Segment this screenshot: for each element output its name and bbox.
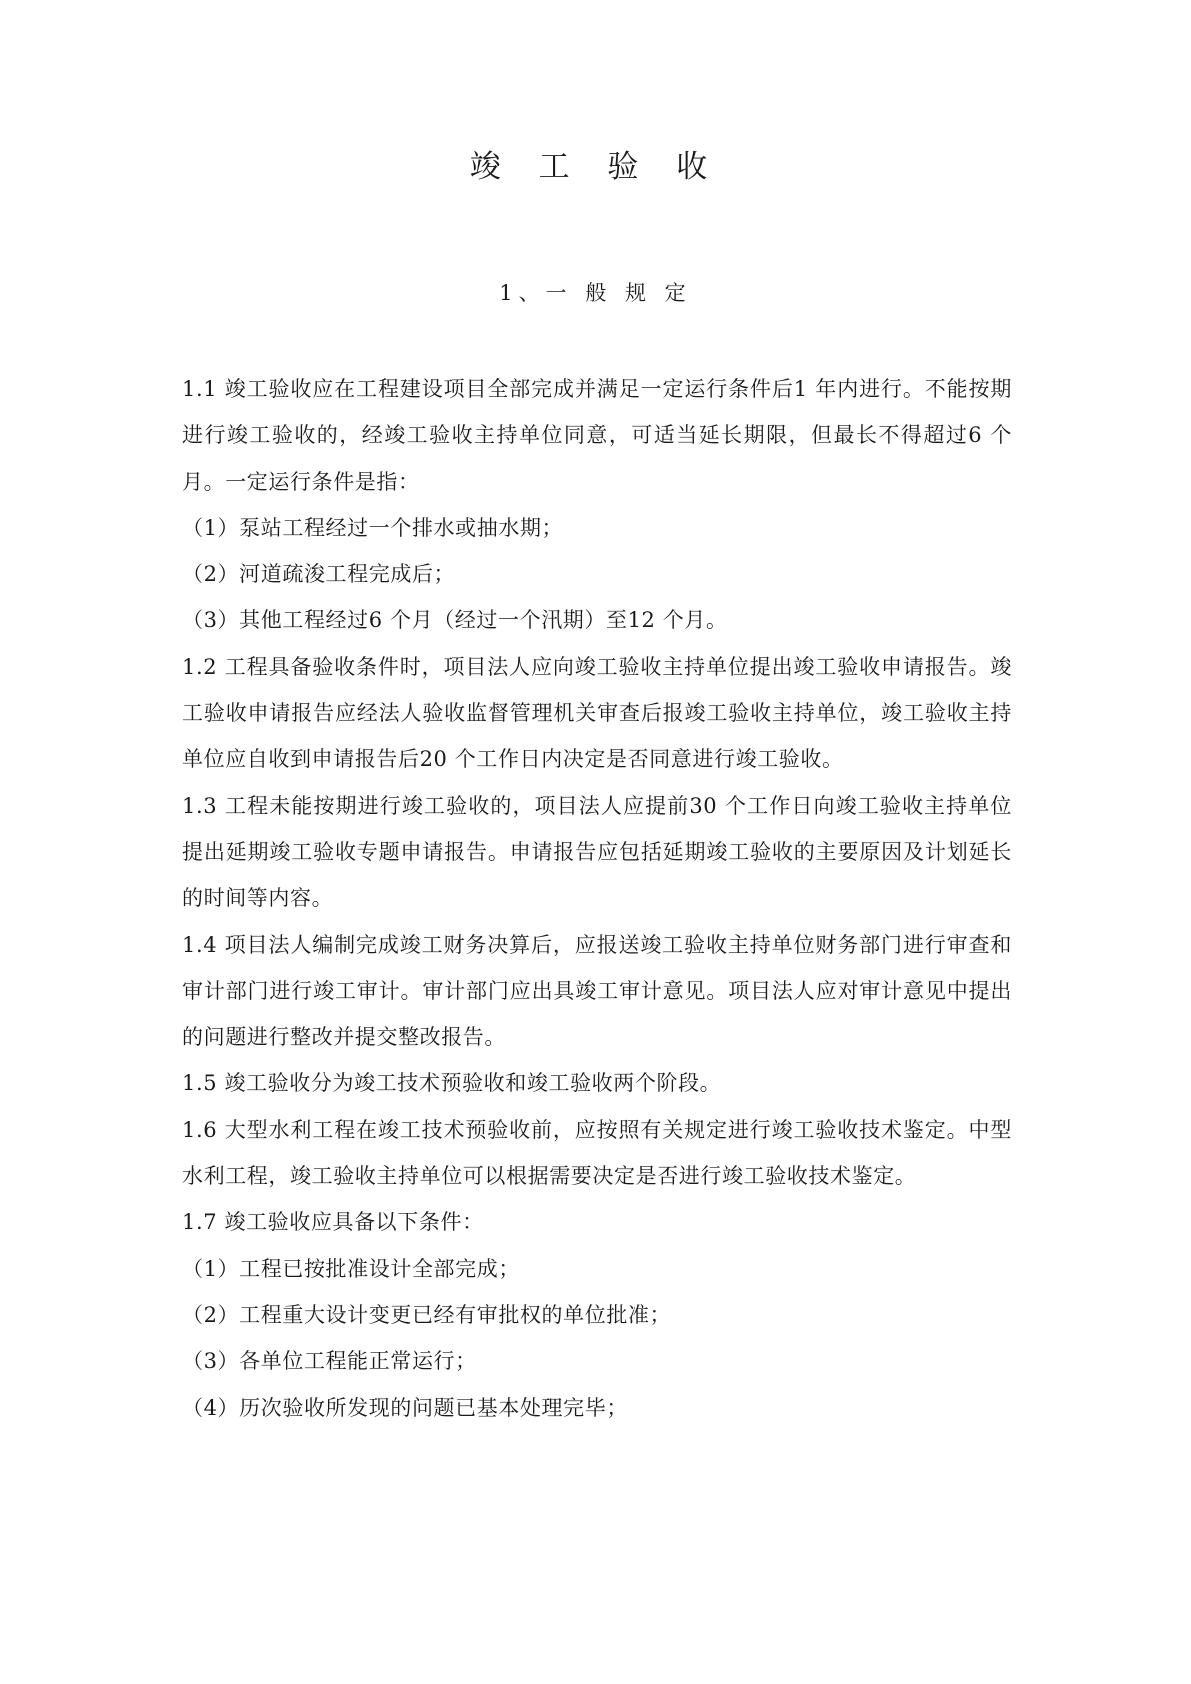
section-heading: 1、一 般 规 定 [499, 281, 692, 305]
document-body [182, 366, 1012, 1431]
list-item: （2）工程重大设计变更已经有审批权的单位批准； [182, 1302, 672, 1327]
paragraph-1-2: 1.2 工程具备验收条件时，项目法人应向竣工验收主持单位提出竣工验收申请报告。竣工验收申请报告应经法人验收监督管理机关审查后报竣工验收主持单位，竣工验收主持单位应自收到申请报告后20 个工作日内决定是否同意进行竣工验收。 [182, 654, 1012, 772]
list-item: （3）其他工程经过6 个月（经过一个汛期）至12 个月。 [182, 608, 728, 633]
paragraph-1-6: 1.6 大型水利工程在竣工技术预验收前，应按照有关规定进行竣工验收技术鉴定。中型水利工程，竣工验收主持单位可以根据需要决定是否进行竣工验收技术鉴定。 [182, 1117, 1012, 1189]
list-item: （3）各单位工程能正常运行； [182, 1349, 477, 1374]
list-item: （1）泵站工程经过一个排水或抽水期； [182, 515, 564, 540]
paragraph-1-1: 1.1 竣工验收应在工程建设项目全部完成并满足一定运行条件后1 年内进行。不能按期进行竣工验收的，经竣工验收主持单位同意，可适当延长期限，但最长不得超过6 个月。一定运行条件是指： [182, 377, 1012, 494]
paragraph-1-7: 1.7 竣工验收应具备以下条件： [182, 1210, 484, 1235]
paragraph-1-5: 1.5 竣工验收分为竣工技术预验收和竣工验收两个阶段。 [182, 1071, 722, 1096]
list-item: （1）工程已按批准设计全部完成； [182, 1256, 520, 1281]
paragraph-1-3: 1.3 工程未能按期进行竣工验收的，项目法人应提前30 个工作日向竣工验收主持单位提出延期竣工验收专题申请报告。申请报告应包括延期竣工验收的主要原因及计划延长的时间等内容。 [182, 793, 1012, 911]
paragraph-1-4: 1.4 项目法人编制完成竣工财务决算后，应报送竣工验收主持单位财务部门进行审查和审计部门进行竣工审计。审计部门应出具竣工审计意见。项目法人应对审计意见中提出的问题进行整改并提交整改报告。 [182, 932, 1012, 1050]
list-item: （4）历次验收所发现的问题已基本处理完毕； [182, 1395, 628, 1420]
list-item: （2）河道疏浚工程完成后； [182, 562, 456, 587]
document-title: 竣 工 验 收 [469, 149, 722, 185]
